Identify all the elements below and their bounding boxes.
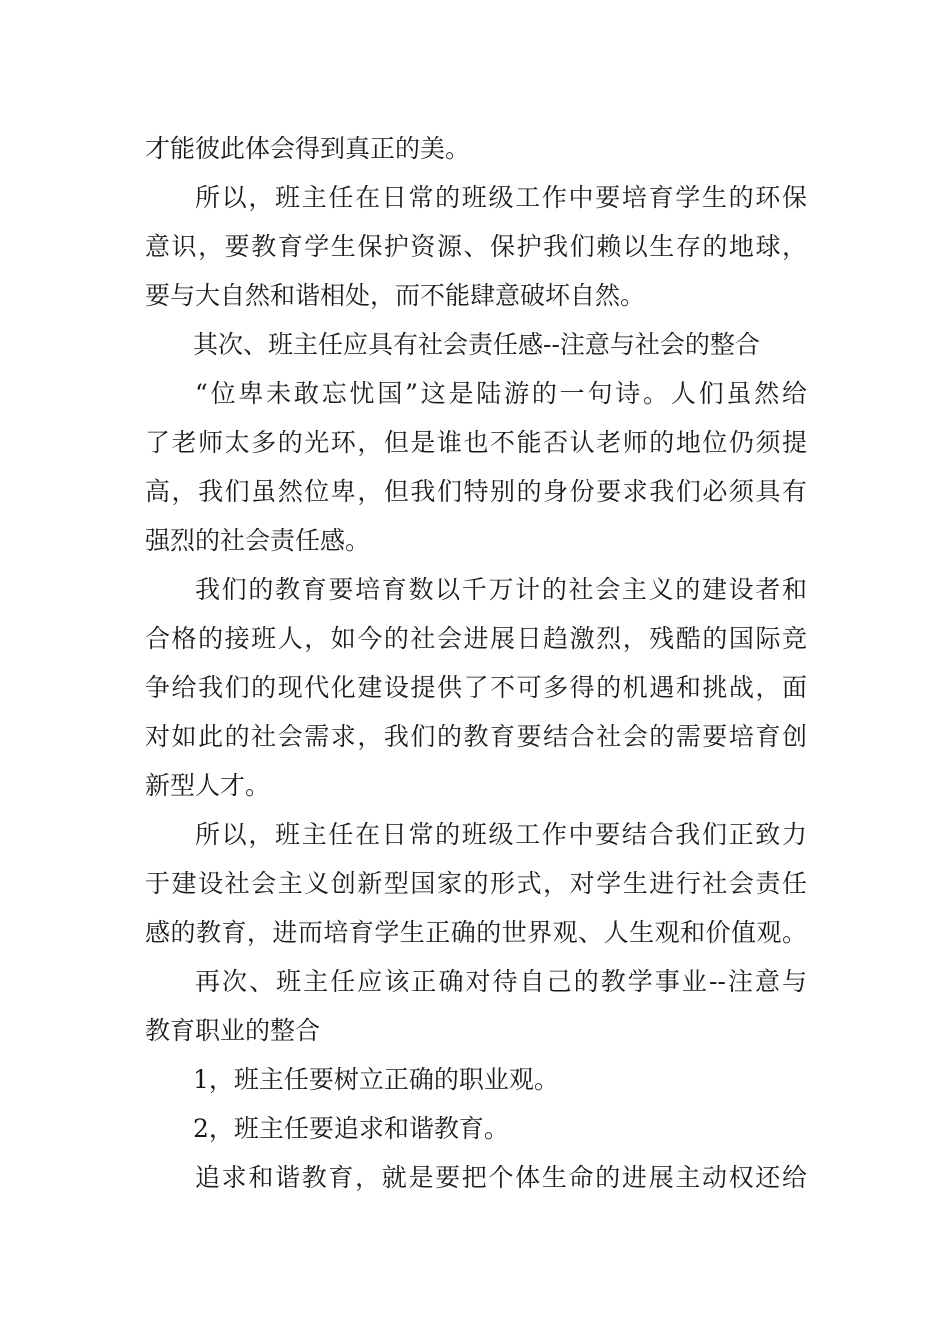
text-line: 所以，班主任在日常的班级工作中要培育学生的环保 [195, 183, 807, 212]
text-line: 对如此的社会需求，我们的教育要结合社会的需要培育创 [145, 722, 807, 751]
text-line: 争给我们的现代化建设提供了不可多得的机遇和挑战，面 [145, 673, 807, 702]
section-heading-continued: 教育职业的整合 [145, 1016, 321, 1045]
text-line: 合格的接班人，如今的社会进展日趋激烈，残酷的国际竞 [145, 624, 807, 653]
text-line: 感的教育，进而培育学生正确的世界观、人生观和价值观。 [145, 918, 807, 947]
text-line: 高，我们虽然位卑，但我们特别的身份要求我们必须具有 [145, 477, 807, 506]
section-heading: 其次、班主任应具有社会责任感--注意与社会的整合 [193, 330, 760, 359]
text-line: 我们的教育要培育数以千万计的社会主义的建设者和 [195, 575, 807, 604]
text-line: 强烈的社会责任感。 [145, 526, 371, 555]
text-line: 追求和谐教育，就是要把个体生命的进展主动权还给 [195, 1163, 807, 1192]
text-line: 要与大自然和谐相处，而不能肆意破坏自然。 [145, 281, 646, 310]
body-text [145, 124, 807, 1202]
text-line: 才能彼此体会得到真正的美。 [145, 134, 471, 163]
text-line: 新型人才。 [145, 771, 271, 800]
text-line: 了老师太多的光环，但是谁也不能否认老师的地位仍须提 [145, 428, 807, 457]
text-line: 于建设社会主义创新型国家的形式，对学生进行社会责任 [145, 869, 807, 898]
section-heading: 再次、班主任应该正确对待自己的教学事业--注意与 [195, 967, 807, 996]
text-line: “位卑未敢忘忧国”这是陆游的一句诗。人们虽然给 [195, 379, 807, 408]
text-line: 所以，班主任在日常的班级工作中要结合我们正致力 [195, 820, 807, 849]
text-line: 意识，要教育学生保护资源、保护我们赖以生存的地球， [145, 232, 807, 261]
list-item: 1，班主任要树立正确的职业观。 [193, 1065, 559, 1094]
list-item: 2，班主任要追求和谐教育。 [193, 1114, 509, 1143]
